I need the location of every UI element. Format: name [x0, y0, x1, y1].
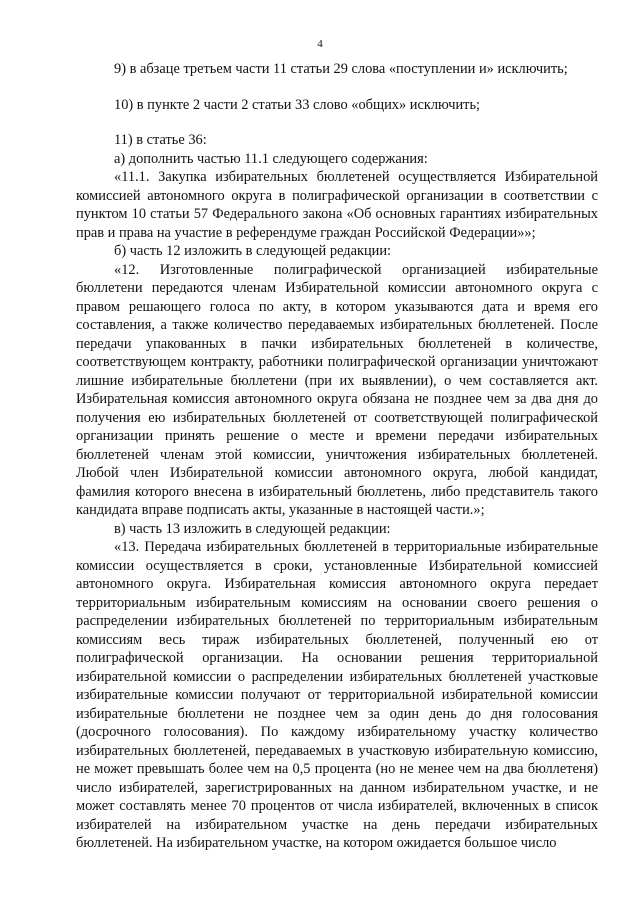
document-body [76, 60, 598, 853]
paragraph-spacer [76, 114, 598, 131]
paragraph: б) часть 12 изложить в следующей редакции: [114, 243, 392, 259]
paragraph: 11) в статье 36: [114, 132, 207, 148]
paragraph: а) дополнить частью 11.1 следующего содержания: [114, 150, 428, 167]
paragraph: «13. Передача избирательных бюллетеней в территориальные избирательные комиссии осуществляется в сроки, установленные Избирательной комиссией автономного округа. Избирательная комиссия автономного округа передает территориальным избирательным комиссиям на основании своего решения о распределении избирательных бюллетеней по территориальным избирательным комиссиям весь тираж избирательных бюллетеней, полученный ею от полиграфической организации. На основании решения территориальной избирательной комиссии о распределении избирательных бюллетеней участковые избирательные комиссии получают от территориальной избирательной комиссии избирательные бюллетени не позднее чем за один день до дня голосования (досрочного голосования). По каждому избирательному участку количество избирательных бюллетеней, передаваемых в участковую избирательную комиссию, не может превышать более чем на 0,5 процента (но не менее чем на два бюллетеня) число избирателей, зарегистрированных на данном избирательном участке, и не может составлять менее 70 процентов от числа избирателей, включенных в список избирателей на избирательном участке на день передачи избирательных бюллетеней. На избирательном участке, на котором ожидается большое число [76, 539, 598, 851]
paragraph: в) часть 13 изложить в следующей редакции: [114, 520, 391, 537]
paragraph: «12. Изготовленные полиграфической организацией избирательные бюллетени передаются членам Избирательной комиссии автономного округа с правом решающего голоса по акту, в котором указываются дата и время его составления, а также количество передаваемых избирательных бюллетеней. После передачи упакованных в пачки избирательных бюллетеней в количестве, соответствующем контракту, работники полиграфической организации уничтожают лишние избирательные бюллетени (при их выявлении), о чем составляется акт. Избирательная комиссия автономного округа обязана не позднее чем за два дня до получения ею избирательных бюллетеней от соответствующей полиграфической организации принять решение о месте и времени передачи избирательных бюллетеней членам этой комиссии, уничтожения избирательных бюллетеней. Любой член Избирательной комиссии автономного округа, любой кандидат, фамилия которого внесена в избирательный бюллетень, либо представитель такого кандидата вправе подписать акты, указанные в настоящей части.»; [76, 261, 598, 518]
paragraph: «11.1. Закупка избирательных бюллетеней осуществляется Избирательной комиссией автономного округа в полиграфической организации в соответствии с пунктом 10 статьи 57 Федерального закона «Об основных гарантиях избирательных прав и права на участие в референдуме граждан Российской Федерации»»; [76, 169, 598, 241]
paragraph-spacer [76, 79, 598, 96]
paragraph: 9) в абзаце третьем части 11 статьи 29 слова «поступлении и» исключить; [114, 61, 568, 77]
paragraph: 10) в пункте 2 части 2 статьи 33 слово «общих» исключить; [114, 96, 481, 113]
page-number: 4 [317, 38, 323, 50]
